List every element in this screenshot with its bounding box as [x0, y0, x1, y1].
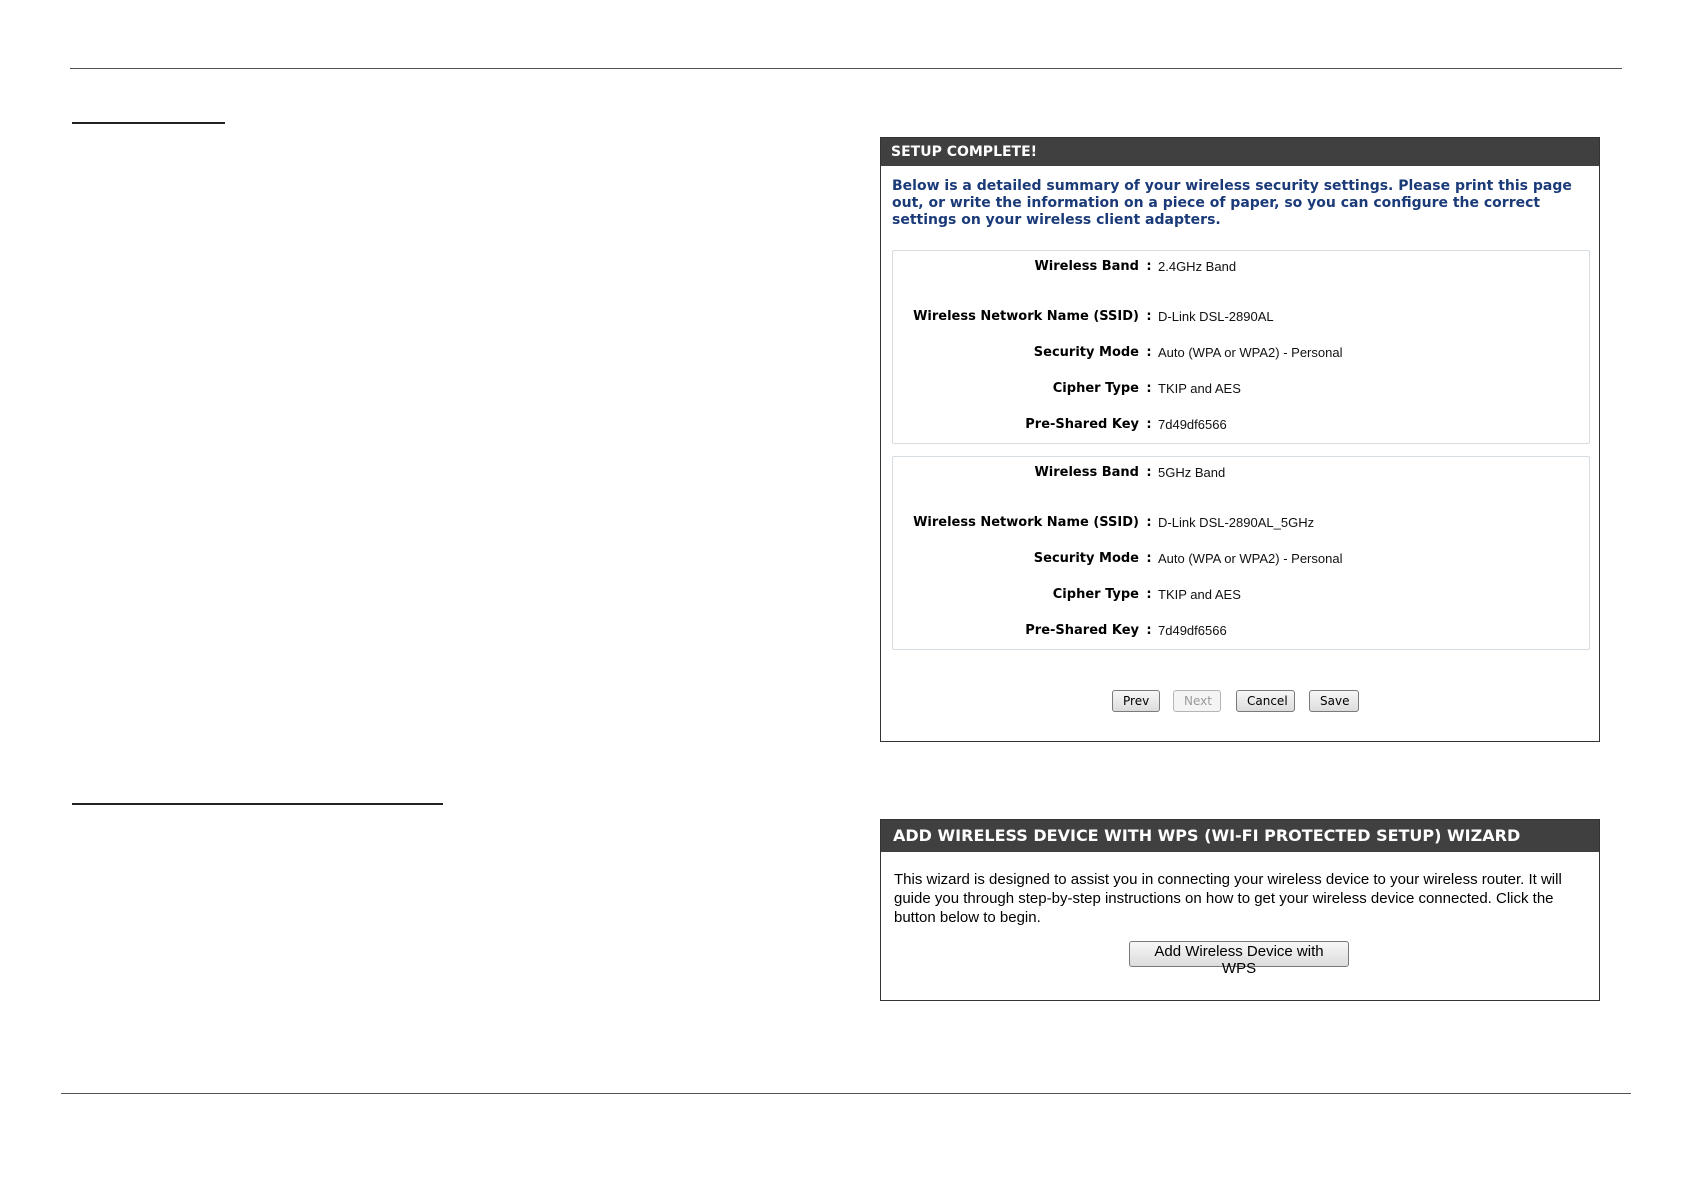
- field-label: Pre-Shared Key: [1025, 417, 1139, 432]
- field-colon: :: [1146, 587, 1152, 602]
- cancel-button[interactable]: Cancel: [1236, 690, 1295, 712]
- field-value: 5GHz Band: [1158, 465, 1226, 480]
- wizard-button-row: [881, 690, 1599, 714]
- save-button[interactable]: Save: [1309, 690, 1359, 712]
- field-value: 7d49df6566: [1158, 623, 1227, 638]
- heading-underline-1: [72, 122, 225, 124]
- add-wireless-device-wps-button[interactable]: Add Wireless Device with WPS: [1129, 941, 1349, 967]
- security-mode-row: [893, 343, 1589, 363]
- panel-title: ADD WIRELESS DEVICE WITH WPS (WI-FI PROTECTED SETUP) WIZARD: [881, 820, 1599, 852]
- setup-complete-panel: [880, 137, 1600, 742]
- band-summary-24ghz: [892, 250, 1590, 444]
- field-value: D-Link DSL-2890AL: [1158, 309, 1274, 324]
- field-label: Pre-Shared Key: [1025, 623, 1139, 638]
- field-colon: :: [1146, 381, 1152, 396]
- panel-title: SETUP COMPLETE!: [881, 138, 1599, 166]
- wps-description: This wizard is designed to assist you in connecting your wireless device to your wireless router. It will guide you through step-by-step instructions on how to get your wireless device connected. Click the button below to begin.: [894, 871, 1562, 926]
- pre-shared-key-row: [893, 415, 1589, 435]
- field-colon: :: [1146, 259, 1152, 274]
- field-label: Cipher Type: [1052, 587, 1139, 602]
- field-value: Auto (WPA or WPA2) - Personal: [1158, 551, 1343, 566]
- field-value: D-Link DSL-2890AL_5GHz: [1158, 515, 1315, 530]
- field-label: Wireless Network Name (SSID): [913, 515, 1139, 530]
- top-rule: [70, 68, 1622, 69]
- field-colon: :: [1146, 465, 1152, 480]
- wps-wizard-panel: [880, 819, 1600, 1001]
- field-value: 7d49df6566: [1158, 417, 1227, 432]
- field-colon: :: [1146, 345, 1152, 360]
- pre-shared-key-row: [893, 621, 1589, 641]
- field-value: TKIP and AES: [1158, 587, 1241, 602]
- ssid-row: [893, 513, 1589, 533]
- field-value: Auto (WPA or WPA2) - Personal: [1158, 345, 1343, 360]
- bottom-rule: [61, 1093, 1631, 1094]
- field-value: 2.4GHz Band: [1158, 259, 1237, 274]
- summary-intro: Below is a detailed summary of your wireless security settings. Please print this page out, or write the information on a piece of paper, so you can configure the correct settings on your wireless client adapters.: [892, 178, 1572, 228]
- band-summary-5ghz: [892, 456, 1590, 650]
- field-colon: :: [1146, 417, 1152, 432]
- field-value: TKIP and AES: [1158, 381, 1241, 396]
- field-label: Cipher Type: [1052, 381, 1139, 396]
- field-colon: :: [1146, 309, 1152, 324]
- cipher-type-row: [893, 379, 1589, 399]
- field-label: Wireless Band: [1034, 259, 1139, 274]
- field-label: Security Mode: [1033, 551, 1139, 566]
- wireless-band-row: [893, 463, 1589, 483]
- cipher-type-row: [893, 585, 1589, 605]
- field-colon: :: [1146, 551, 1152, 566]
- prev-button[interactable]: Prev: [1112, 690, 1160, 712]
- field-label: Security Mode: [1033, 345, 1139, 360]
- field-label: Wireless Network Name (SSID): [913, 309, 1139, 324]
- field-label: Wireless Band: [1034, 465, 1139, 480]
- wireless-band-row: [893, 257, 1589, 277]
- ssid-row: [893, 307, 1589, 327]
- field-colon: :: [1146, 515, 1152, 530]
- security-mode-row: [893, 549, 1589, 569]
- field-colon: :: [1146, 623, 1152, 638]
- next-button[interactable]: Next: [1173, 690, 1221, 712]
- heading-underline-2: [72, 803, 443, 805]
